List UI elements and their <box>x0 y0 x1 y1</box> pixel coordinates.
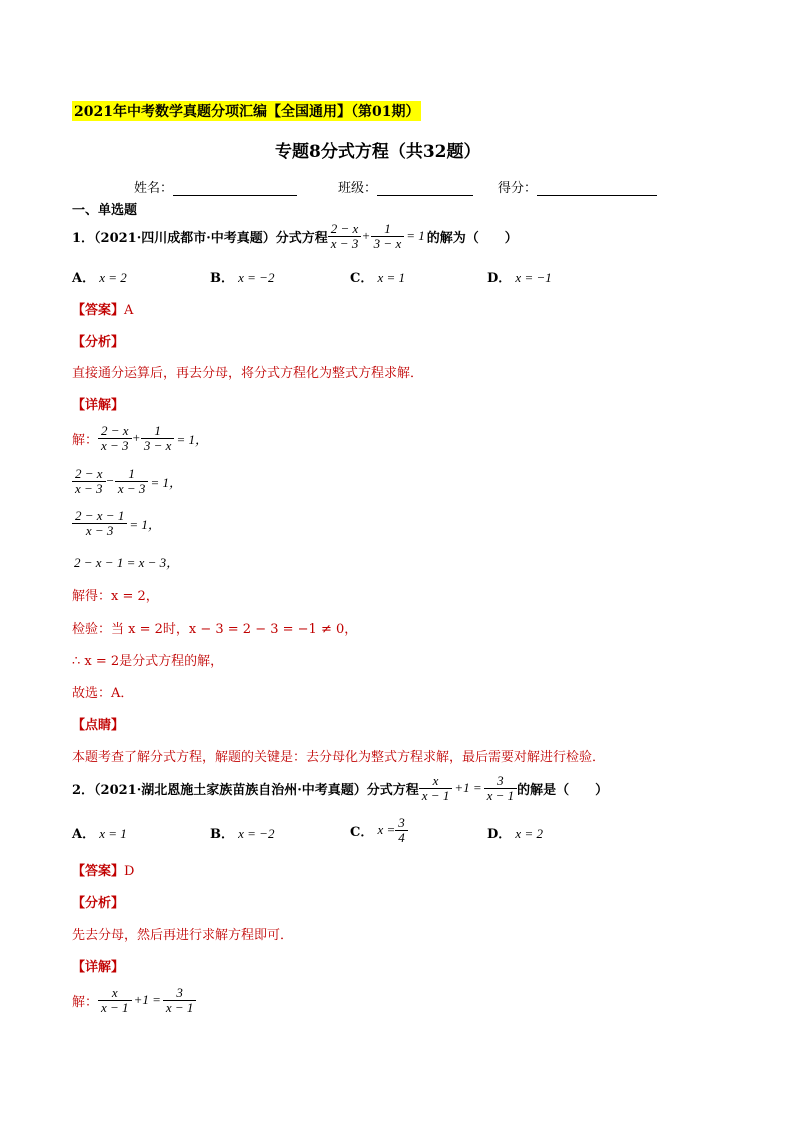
q2-solve-label: 解： <box>72 994 99 1010</box>
q2-step1-mid: +1 = <box>133 992 161 1007</box>
q1-point: 本题考查了解分式方程，解题的关键是：去分母化为整式方程求解，最后需要对解进行检验． <box>72 750 606 765</box>
q1-option-a[interactable]: A． x = 2 <box>72 270 127 286</box>
name-field[interactable] <box>134 177 297 196</box>
q1-step1-tail: = 1， <box>176 431 208 447</box>
q2-prefix: 2．（2021·湖北恩施土家族苗族自治州·中考真题）分式方程 <box>72 782 419 798</box>
q2-step1-fraction-2: $\frac{3}{x - 1}$ <box>163 986 197 1014</box>
q1-answer: 【答案】A <box>72 303 134 318</box>
q1-step-4: 2 − x − 1 = x − 3， <box>74 555 180 570</box>
q1-step-7: ∴ x = 2是分式方程的解， <box>72 654 224 669</box>
q2-mid: +1 = <box>454 780 482 795</box>
q2-analysis-tag: 【分析】 <box>72 896 125 911</box>
section-heading: 一、单选题 <box>72 203 138 218</box>
name-blank[interactable] <box>173 181 297 196</box>
q2-option-c[interactable]: C． x = $\frac{3}{4}$ <box>350 810 408 850</box>
name-label: 姓名： <box>134 181 174 196</box>
q1-step1-plus: + <box>132 430 140 445</box>
q1-step2-fraction-1: $\frac{2 - x}{x - 3}$ <box>72 467 106 495</box>
q2-fraction-1: $\frac{x}{x - 1}$ <box>419 774 453 802</box>
q1-step2-fraction-2: $\frac{1}{x - 3}$ <box>115 467 149 495</box>
q1-analysis-tag: 【分析】 <box>72 335 125 350</box>
q2-analysis: 先去分母，然后再进行求解方程即可． <box>72 928 294 943</box>
q2-option-a[interactable]: A． x = 1 <box>72 826 127 842</box>
q1-solve-label: 解： <box>72 432 99 448</box>
q2-step1-fraction-1: $\frac{x}{x - 1}$ <box>98 986 132 1014</box>
q1-plus: + <box>362 228 370 243</box>
q1-step-2 <box>72 461 182 501</box>
score-field[interactable] <box>498 177 657 196</box>
q1-suffix: 的解为（ ） <box>426 230 518 246</box>
q2-option-d[interactable]: D． x = 2 <box>487 826 543 842</box>
question-1-stem <box>72 216 518 256</box>
q2-answer: 【答案】D <box>72 864 135 879</box>
q1-step2-tail: = 1， <box>150 474 182 490</box>
score-blank[interactable] <box>537 181 657 196</box>
q1-step1-fraction-2: $\frac{1}{3 - x}$ <box>141 424 175 452</box>
q2-option-c-fraction: $\frac{3}{4}$ <box>395 816 408 844</box>
class-field[interactable] <box>338 177 473 196</box>
q1-option-d[interactable]: D． x = −1 <box>487 270 552 286</box>
q2-step-1 <box>72 980 196 1020</box>
q2-option-b[interactable]: B． x = −2 <box>210 826 275 842</box>
q1-step3-fraction: $\frac{2 - x - 1}{x - 3}$ <box>72 509 127 537</box>
class-blank[interactable] <box>377 181 473 196</box>
q1-step-6: 检验：当 x = 2时，x − 3 = 2 − 3 = −1 ≠ 0， <box>72 622 358 637</box>
q1-prefix: 1．（2021·四川成都市·中考真题）分式方程 <box>72 230 328 246</box>
q1-step2-minus: − <box>106 473 114 488</box>
banner: 2021年中考数学真题分项汇编【全国通用】（第01期） <box>72 101 421 121</box>
q2-detail-tag: 【详解】 <box>72 960 125 975</box>
score-label: 得分： <box>498 181 538 196</box>
q1-step-3 <box>72 503 161 543</box>
q1-step3-tail: = 1， <box>129 516 161 532</box>
q2-suffix: 的解是（ ） <box>517 782 609 798</box>
q1-step-8: 故选：A． <box>72 686 134 701</box>
q1-analysis: 直接通分运算后，再去分母，将分式方程化为整式方程求解． <box>72 366 424 381</box>
page-title: 专题8分式方程（共32题） <box>275 142 481 162</box>
q1-fraction-1: $\frac{2 - x}{x - 3}$ <box>328 222 362 250</box>
q1-step1-fraction-1: $\frac{2 - x}{x - 3}$ <box>98 424 132 452</box>
q1-detail-tag: 【详解】 <box>72 398 125 413</box>
class-label: 班级： <box>338 181 378 196</box>
q1-step-5: 解得：x = 2， <box>72 589 159 604</box>
q2-fraction-2: $\frac{3}{x - 1}$ <box>484 774 518 802</box>
q1-option-c[interactable]: C． x = 1 <box>350 270 406 286</box>
q1-option-b[interactable]: B． x = −2 <box>210 270 275 286</box>
q1-point-tag: 【点睛】 <box>72 718 125 733</box>
q1-step-1 <box>72 418 208 458</box>
q1-fraction-2: $\frac{1}{3 - x}$ <box>371 222 405 250</box>
q1-rhs: = 1 <box>406 228 425 243</box>
question-2-stem <box>72 768 608 808</box>
